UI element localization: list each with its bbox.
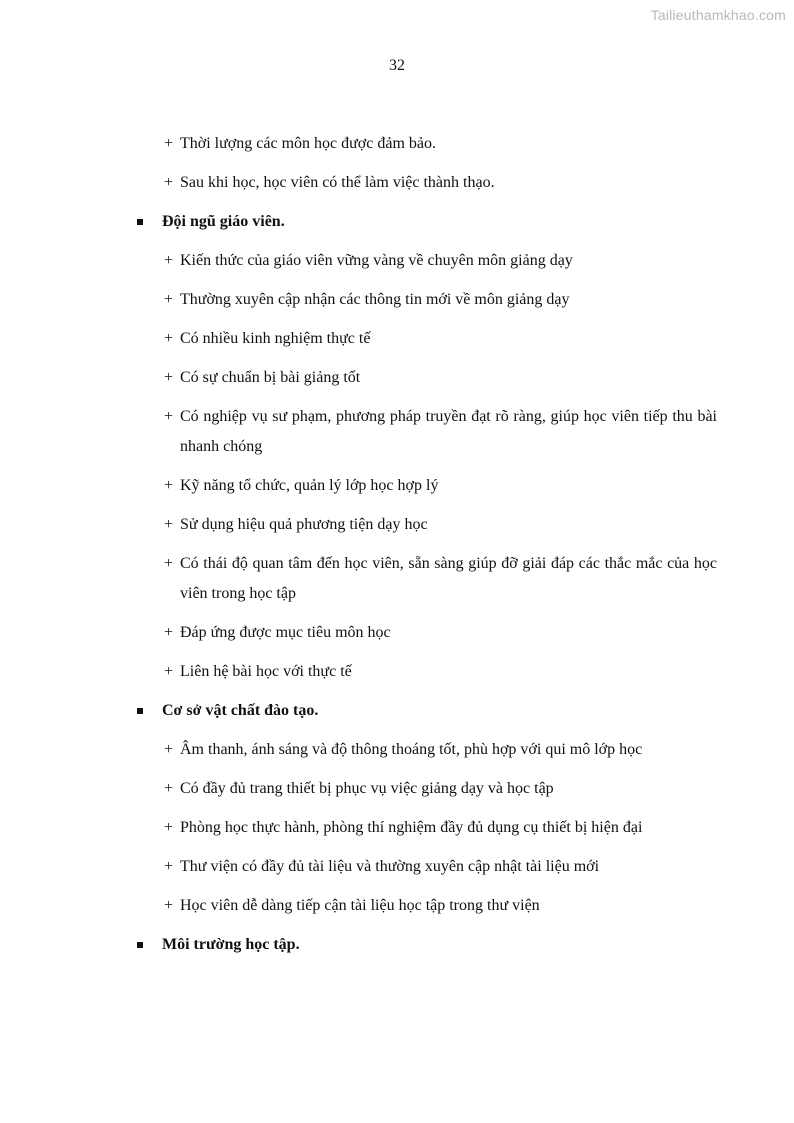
- section-title: Môi trường học tập.: [162, 936, 300, 953]
- list-item-text: Thời lượng các môn học được đảm bảo.: [180, 135, 436, 152]
- list-item: [0, 621, 717, 645]
- plus-marker: +: [164, 477, 174, 494]
- list-item-text: Âm thanh, ánh sáng và độ thông thoáng tốt, phù hợp với qui mô lớp học: [180, 741, 643, 758]
- section-title: Đội ngũ giáo viên.: [162, 213, 285, 230]
- plus-marker: +: [164, 174, 174, 191]
- list-item-text: Có sự chuẩn bị bài giảng tốt: [180, 369, 361, 386]
- section-heading: [0, 699, 794, 723]
- square-bullet-icon: [137, 942, 143, 948]
- list-item: [0, 249, 717, 273]
- plus-marker: +: [164, 252, 174, 269]
- list-item-text: Phòng học thực hành, phòng thí nghiệm đầy đủ dụng cụ thiết bị hiện đại: [180, 819, 643, 836]
- list-item-text: Sử dụng hiệu quả phương tiện dạy học: [180, 516, 428, 533]
- list-item: [0, 513, 717, 537]
- list-item-text: Sau khi học, học viên có thể làm việc thành thạo.: [180, 174, 495, 191]
- list-item: [0, 549, 717, 609]
- list-item: [0, 402, 717, 462]
- plus-marker: +: [164, 858, 174, 875]
- document-body: [0, 132, 794, 957]
- list-item-text: Thư viện có đầy đủ tài liệu và thường xuyên cập nhật tài liệu mới: [180, 858, 600, 875]
- list-item-text: Học viên dễ dàng tiếp cận tài liệu học tập trong thư viện: [180, 897, 540, 914]
- plus-marker: +: [164, 555, 174, 572]
- watermark: Tailieuthamkhao.com: [650, 7, 786, 23]
- list-item-text: Có nghiệp vụ sư phạm, phương pháp truyền đạt rõ ràng, giúp học viên tiếp thu bài nhanh chóng: [180, 408, 717, 455]
- list-item: [0, 366, 717, 390]
- list-item-text: Kiến thức của giáo viên vững vàng về chuyên môn giảng dạy: [180, 252, 573, 269]
- plus-marker: +: [164, 624, 174, 641]
- list-item: [0, 738, 717, 762]
- plus-marker: +: [164, 330, 174, 347]
- list-item-text: Đáp ứng được mục tiêu môn học: [180, 624, 391, 641]
- list-item: [0, 660, 717, 684]
- list-item: [0, 474, 717, 498]
- page-number: 32: [389, 57, 405, 74]
- plus-marker: +: [164, 663, 174, 680]
- list-item-text: Liên hệ bài học với thực tế: [180, 663, 352, 680]
- list-item-text: Có thái độ quan tâm đến học viên, sẵn sàng giúp đỡ giải đáp các thắc mắc của học viên trong học tập: [180, 555, 717, 602]
- list-item-text: Kỹ năng tổ chức, quản lý lớp học hợp lý: [180, 477, 439, 494]
- list-item: [0, 855, 717, 879]
- plus-marker: +: [164, 408, 174, 425]
- list-item: [0, 777, 717, 801]
- section-title: Cơ sở vật chất đào tạo.: [162, 702, 319, 719]
- list-item: [0, 894, 717, 918]
- list-item: [0, 327, 717, 351]
- plus-marker: +: [164, 780, 174, 797]
- plus-marker: +: [164, 291, 174, 308]
- square-bullet-icon: [137, 708, 143, 714]
- plus-marker: +: [164, 819, 174, 836]
- plus-marker: +: [164, 516, 174, 533]
- plus-marker: +: [164, 135, 174, 152]
- square-bullet-icon: [137, 219, 143, 225]
- section-heading: [0, 933, 794, 957]
- list-item-text: Có đầy đủ trang thiết bị phục vụ việc giảng dạy và học tập: [180, 780, 554, 797]
- list-item: [0, 288, 717, 312]
- list-item: [0, 132, 717, 156]
- list-item: [0, 171, 717, 195]
- list-item-text: Có nhiều kinh nghiệm thực tế: [180, 330, 371, 347]
- plus-marker: +: [164, 897, 174, 914]
- list-item: [0, 816, 717, 840]
- section-heading: [0, 210, 794, 234]
- plus-marker: +: [164, 369, 174, 386]
- plus-marker: +: [164, 741, 174, 758]
- list-item-text: Thường xuyên cập nhận các thông tin mới về môn giảng dạy: [180, 291, 570, 308]
